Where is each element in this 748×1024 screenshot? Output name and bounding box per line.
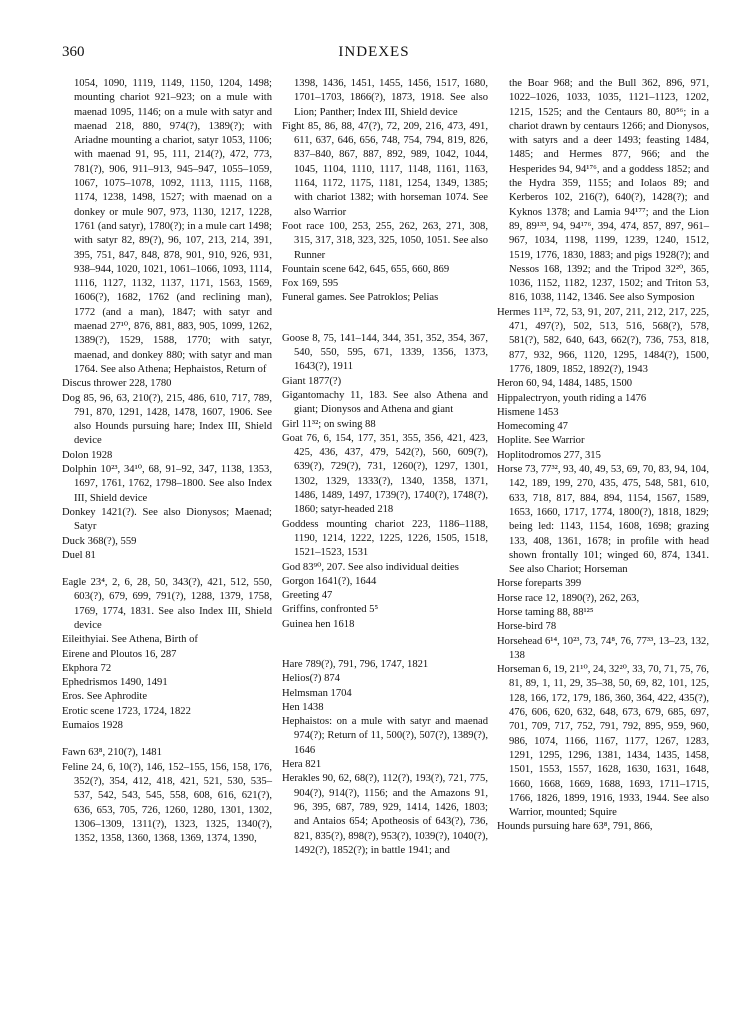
index-entry: Horse 73, 77³², 93, 40, 49, 53, 69, 70, 83, 94, 104, 142, 189, 199, 270, 435, 475, 548, 581, 610, 633, 718, 817, 884, 894, 1154, 1567, 1589, 1653, 1660, 1717, 1774, 1800(?), 1818, 1829; being led: 1143, 1154, 1608, 1698; grazing 133, 408, 1361, 1678; in profile with head shown frontally 101; winged 60, 874, 1341. See also Chariot; Horseman [497,464,709,576]
index-entry: Horse race 12, 1890(?), 262, 263, [497,592,640,604]
index-entry: Feline 24, 6, 10(?), 146, 152–155, 156, 158, 176, 352(?), 354, 412, 418, 421, 521, 530, 535–537, 542, 543, 545, 558, 608, 616, 621(?), 636, 653, 705, 726, 1260, 1280, 1301, 1302, 1306–1309, 1311(?), 1323, 1325, 1340(?), 1352, 1358, 1360, 1368, 1369, 1374, 1390, [62,761,272,845]
index-entry: Hermes 11³², 72, 53, 91, 207, 211, 212, 217, 225, 471, 497(?), 502, 513, 516, 568(?), 578, 581(?), 582, 640, 643, 662(?), 736, 753, 818, 877, 932, 966, 1120, 1295, 1484(?), 1500, 1776, 1809, 1852, 1892(?), 1943 [497,306,709,375]
index-entry: Giant 1877(?) [282,375,342,387]
index-entry: 1054, 1090, 1119, 1149, 1150, 1204, 1498; mounting chariot 921–923; on a mule with maenad 1095, 1146; on a mule with satyr and maenad 218, 880, 974(?), 1389(?); with Ariadne mounting a chariot, satyr 1053, 1106; with maenad 91, 95, 111, 214(?), 472, 773, 781(?), 906, 911–913, 945–947, 1055–1059, 1067, 1075–1078, 1092, 1113, 1115, 1168, 1174, 1238, 1498, 1527; with maenad on a donkey or mule 907, 973, 1130, 1217, 1228, 1761 (and satyr), 1780(?); in a mule cart 1498; with satyr 82, 89(?), 96, 107, 213, 214, 391, 395, 751, 847, 848, 878, 901, 910, 926, 931, 938–944, 1020, 1021, 1061–1066, 1093, 1114, 1116, 1127, 1132, 1137, 1171, 1563, 1569, 1606(?), 1682, 1762 (and reclining man), 1772 (and a man), 1847; with satyr and maenad 27¹⁰, 876, 881, 883, 905, 1099, 1262, 1389(?), 1529, 1588, 1770; with satyr, maenad, and donkey 880; with satyr and man 1764. See also Athena; Hephaistos, Return of [74,78,272,375]
index-entry: Donkey 1421(?). See also Dionysos; Maenad; Satyr [62,506,272,533]
index-entry: Horse taming 88, 88¹²⁵ [497,606,594,618]
index-entry: Ekphora 72 [62,662,112,674]
index-entry: Foot race 100, 253, 255, 262, 263, 271, 308, 315, 317, 318, 323, 325, 1050, 1051. See also Runner [282,220,488,261]
index-entry: Hephaistos: on a mule with satyr and maenad 974(?); Return of 11, 500(?), 507(?), 1389(?), 1646 [282,716,488,756]
index-entry: Greeting 47 [282,590,333,602]
running-header [0,44,748,66]
index-entry: Hippalectryon, youth riding a 1476 [497,392,647,404]
index-entry: Horsehead 6¹⁴, 10²³, 73, 74⁸, 76, 77³³, 13–23, 132, 138 [497,635,709,661]
index-entry: Eumaios 1928 [62,720,123,732]
index-entry: Erotic scene 1723, 1724, 1822 [62,705,191,717]
index-entry: Gorgon 1641(?), 1644 [282,575,377,587]
index-column-3 [497,77,709,835]
page-number: 360 [62,44,85,60]
index-entry: Hera 821 [282,759,322,771]
index-entry: Hoplite. See Warrior [497,435,585,447]
index-entry: Girl 11³²; on swing 88 [282,418,376,430]
index-entry: Eagle 23⁴, 2, 6, 28, 50, 343(?), 421, 512, 550, 603(?), 679, 699, 791(?), 1288, 1379, 1758, 1769, 1774, 1831. See also Index III, Shield device [62,577,272,631]
index-entry: Fountain scene 642, 645, 655, 660, 869 [282,263,450,275]
running-title: INDEXES [338,44,410,60]
index-column-2 [282,77,488,858]
index-entry: Fight 85, 86, 88, 47(?), 72, 209, 216, 473, 491, 611, 637, 646, 656, 748, 754, 794, 819, 826, 837–840, 867, 887, 892, 989, 1042, 1044, 1045, 1104, 1110, 1117, 1148, 1161, 1163, 1164, 1172, 1175, 1181, 1254, 1349, 1385; with chariot 1382; with horseman 1074. See also Warrior [282,120,488,218]
index-entry: Dolon 1928 [62,449,113,461]
index-entry: Duck 368(?), 559 [62,535,137,547]
index-entry: Dolphin 10²³, 34¹⁰, 68, 91–92, 347, 1138, 1353, 1697, 1761, 1762, 1798–1800. See also Index III, Shield device [62,464,272,504]
index-entry: 1398, 1436, 1451, 1455, 1456, 1517, 1680, 1701–1703, 1866(?), 1873, 1918. See also Lion; Panther; Index III, Shield device [294,78,488,118]
index-entry: Hounds pursuing hare 63⁸, 791, 866, [497,821,653,833]
index-entry: Helmsman 1704 [282,687,352,699]
index-entry: Hismene 1453 [497,406,559,418]
index-entry: Heron 60, 94, 1484, 1485, 1500 [497,378,633,390]
index-entry: Horse foreparts 399 [497,578,582,590]
index-entry: Hare 789(?), 791, 796, 1747, 1821 [282,658,429,670]
index-entry: Horseman 6, 19, 21¹⁰, 24, 32²⁰, 33, 70, 71, 75, 76, 81, 89, 1, 11, 29, 35–38, 50, 69, 82, 101, 125, 128, 166, 172, 179, 186, 360, 364, 422, 435(?), 476, 606, 620, 632, 648, 673, 679, 685, 697, 701, 709, 717, 752, 791, 792, 895, 959, 960, 986, 1074, 1166, 1167, 1177, 1267, 1283, 1291, 1295, 1296, 1381, 1434, 1435, 1458, 1501, 1553, 1557, 1628, 1630, 1631, 1648, 1660, 1668, 1669, 1688, 1693, 1711–1715, 1766, 1826, 1899, 1916, 1933, 1944. See also Warrior, mounted; Squire [497,664,709,819]
index-entry: Eirene and Ploutos 16, 287 [62,648,177,660]
index-entry: Duel 81 [62,549,96,561]
index-entry: Eros. See Aphrodite [62,691,148,703]
index-entry: Discus thrower 228, 1780 [62,378,172,390]
index-entry: Goat 76, 6, 154, 177, 351, 355, 356, 421, 423, 425, 436, 437, 479, 542(?), 560, 609(?), 639(?), 729(?), 731, 1260(?), 1297, 1301, 1302, 1329, 1333(?), 1340, 1358, 1371, 1486, 1489, 1497, 1739(?), 1740(?), 1748(?), 1860; satyr-headed 218 [282,432,488,516]
index-entry: God 83⁹⁰, 207. See also individual deities [282,561,459,573]
index-entry: Homecoming 47 [497,421,568,433]
index-column-1 [62,77,272,846]
index-entry: Eileithyiai. See Athena, Birth of [62,634,198,646]
index-entry: Ephedrismos 1490, 1491 [62,677,168,689]
index-entry: Hen 1438 [282,701,324,713]
index-entry: Hoplitodromos 277, 315 [497,449,601,461]
index-entry: Dog 85, 96, 63, 210(?), 215, 486, 610, 717, 789, 791, 870, 1291, 1428, 1478, 1607, 1906. See also Hounds pursuing hare; Index III, Shield device [62,392,272,447]
index-entry: Gigantomachy 11, 183. See also Athena and giant; Dionysos and Athena and giant [282,389,488,416]
index-entry: Herakles 90, 62, 68(?), 112(?), 193(?), 721, 775, 904(?), 914(?), 1156; and the Amazons 91, 96, 395, 687, 789, 929, 1414, 1426, 1803; and Antaios 654; Apotheosis of 643(?), 736, 821, 835(?), 898(?), 953(?), 1039(?), 1040(?), 1492(?), 1852(?); in battle 1941; and [282,773,488,856]
index-entry: Guinea hen 1618 [282,618,355,630]
index-entry: Horse-bird 78 [497,621,557,633]
index-entry: Helios(?) 874 [282,673,340,685]
index-entry: Goose 8, 75, 141–144, 344, 351, 352, 354, 367, 540, 550, 595, 671, 1339, 1356, 1373, 1643(?), 1911 [282,332,488,373]
index-entry: Griffins, confronted 5⁵ [282,604,379,616]
index-entry: Fawn 63⁸, 210(?), 1481 [62,747,162,759]
index-entry: Goddess mounting chariot 223, 1186–1188, 1190, 1214, 1222, 1225, 1226, 1505, 1518, 1521–1523, 1531 [282,518,488,559]
index-entry: Fox 169, 595 [282,278,339,290]
index-entry: the Boar 968; and the Bull 362, 896, 971, 1022–1026, 1033, 1035, 1121–1123, 1202, 1215, 1525; and the Centaurs 80, 80⁵⁶; in a chariot drawn by centaurs 1266; and Dionysos, with satyrs and a deer 1493; feasting 1484, 1485; and Hermes 877, 966; and the Hesperides 94, 94¹⁷⁶, and a goddess 1852; and the Hydra 359, 1155; and Iolaos 89; and Kerberos 102, 216(?), 640(?), 1428(?); and Kyknos 1378; and Lamia 94¹⁷⁷; and the Lion 89, 89¹³³, 94, 94¹⁷⁶, 394, 474, 857, 897, 961–967, 1034, 1198, 1199, 1239, 1240, 1512, 1519, 1776, 1830, 1883; and pigs 1928(?); and Nessos 168, 1392; and the Tripod 32²⁰, 365, 1036, 1152, 1182, 1237, 1502; and Triton 53, 816, 1038, 1142, 1346. See also Symposion [509,78,709,304]
index-entry: Funeral games. See Patroklos; Pelias [282,292,439,304]
